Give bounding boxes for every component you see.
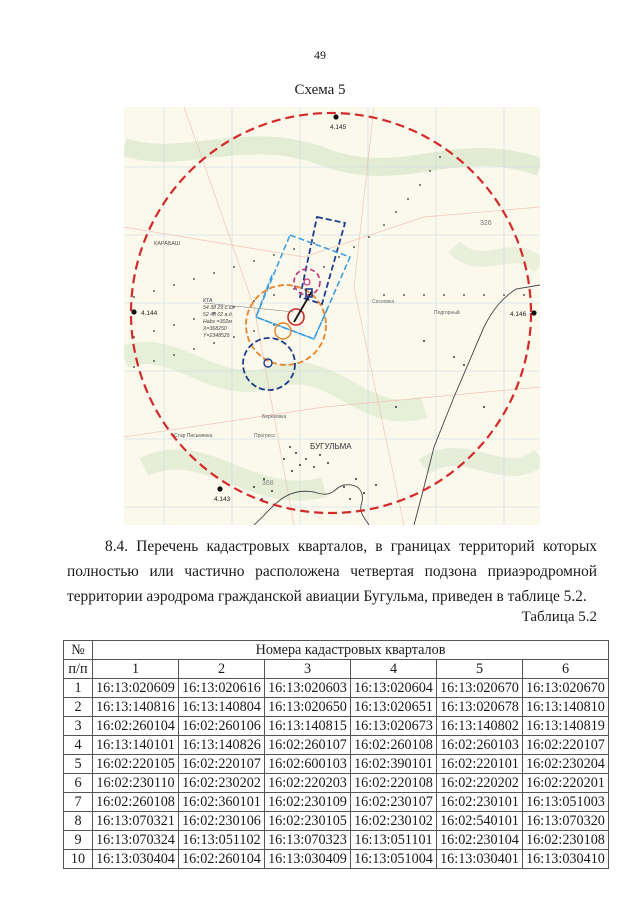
aerodrome-zone-map xyxy=(124,107,540,525)
row-number: 3 xyxy=(64,717,93,736)
cadastral-number-cell: 16:02:220107 xyxy=(179,755,265,774)
city-label: БУГУЛЬМА xyxy=(310,442,352,451)
village-label-progress: Прогресс xyxy=(254,433,276,439)
table-row xyxy=(64,717,609,736)
row-number: 5 xyxy=(64,755,93,774)
cadastral-number-cell: 16:13:140101 xyxy=(93,736,179,755)
cadastral-number-cell: 16:13:030409 xyxy=(265,850,351,869)
cadastral-number-cell: 16:02:260106 xyxy=(179,717,265,736)
cadastral-number-cell: 16:13:020651 xyxy=(351,698,437,717)
row-number: 1 xyxy=(64,679,93,698)
table-row xyxy=(64,774,609,793)
cadastral-quarters-table xyxy=(63,640,609,869)
cadastral-number-cell: 16:02:230104 xyxy=(437,831,523,850)
svg-text:X=368250: X=368250 xyxy=(203,326,227,332)
column-header: 5 xyxy=(437,660,523,679)
table-body xyxy=(64,679,609,869)
column-header: 6 xyxy=(523,660,609,679)
paragraph-text: 8.4. Перечень кадастровых кварталов, в границах территорий которых полностью или частично расположена четвертая подзона приаэродромной территории аэродрома гражданской авиации Бугульма, приведен в таблице 5.2. xyxy=(67,538,597,605)
cadastral-number-cell: 16:02:600103 xyxy=(265,755,351,774)
cadastral-number-cell: 16:02:220202 xyxy=(437,774,523,793)
column-header: 4 xyxy=(351,660,437,679)
table-caption: Таблица 5.2 xyxy=(521,609,597,625)
cadastral-number-cell: 16:13:020678 xyxy=(437,698,523,717)
cadastral-number-cell: 16:13:140804 xyxy=(179,698,265,717)
svg-text:Y=2348525: Y=2348525 xyxy=(203,333,230,339)
column-header: 2 xyxy=(179,660,265,679)
cadastral-number-cell: 16:02:360101 xyxy=(179,793,265,812)
cadastral-number-cell: 16:13:020650 xyxy=(265,698,351,717)
row-number: 10 xyxy=(64,850,93,869)
table-row xyxy=(64,850,609,869)
svg-text:КТА: КТА xyxy=(203,298,213,304)
kta-coordinates-block xyxy=(202,298,234,339)
row-number: 4 xyxy=(64,736,93,755)
cadastral-number-cell: 16:13:070321 xyxy=(93,812,179,831)
point-label-right: 4.146 xyxy=(510,311,527,318)
height-label-326: 326 xyxy=(480,220,492,227)
height-label-368: 368 xyxy=(262,480,274,487)
cadastral-number-cell: 16:02:230110 xyxy=(93,774,179,793)
svg-text:54 38 29 с.ш.: 54 38 29 с.ш. xyxy=(203,305,235,311)
cadastral-number-cell: 16:02:220201 xyxy=(523,774,609,793)
cadastral-number-cell: 16:02:230101 xyxy=(437,793,523,812)
cadastral-number-cell: 16:13:030410 xyxy=(523,850,609,869)
section-paragraph xyxy=(67,534,597,609)
svg-text:52 48 02 в.д.: 52 48 02 в.д. xyxy=(203,312,234,318)
cadastral-number-cell: 16:13:051004 xyxy=(351,850,437,869)
cadastral-number-cell: 16:02:230204 xyxy=(523,755,609,774)
cadastral-number-cell: 16:02:540101 xyxy=(437,812,523,831)
cadastral-number-cell: 16:13:140816 xyxy=(93,698,179,717)
cadastral-number-cell: 16:02:260104 xyxy=(179,850,265,869)
row-number: 8 xyxy=(64,812,93,831)
cadastral-number-cell: 16:13:020604 xyxy=(351,679,437,698)
cadastral-number-cell: 16:13:140826 xyxy=(179,736,265,755)
cadastral-number-cell: 16:02:230102 xyxy=(351,812,437,831)
table-row xyxy=(64,679,609,698)
village-label-podgorny: Подгорный xyxy=(434,310,460,316)
cadastral-number-cell: 16:13:140810 xyxy=(523,698,609,717)
table-row xyxy=(64,755,609,774)
cadastral-number-cell: 16:02:220107 xyxy=(523,736,609,755)
cadastral-number-cell: 16:13:020609 xyxy=(93,679,179,698)
cadastral-number-cell: 16:02:220108 xyxy=(351,774,437,793)
cadastral-number-cell: 16:13:140819 xyxy=(523,717,609,736)
cadastral-number-cell: 16:02:260104 xyxy=(93,717,179,736)
svg-text:Нabs =302м: Нabs =302м xyxy=(203,319,232,325)
cadastral-number-cell: 16:02:220203 xyxy=(265,774,351,793)
row-number: 2 xyxy=(64,698,93,717)
cadastral-number-cell: 16:13:020673 xyxy=(351,717,437,736)
cadastral-number-cell: 16:02:230106 xyxy=(179,812,265,831)
village-label-berezovka: Березовка xyxy=(262,414,287,420)
village-label-karabash: КАРАБАШ xyxy=(154,241,181,247)
row-number: 7 xyxy=(64,793,93,812)
table-row xyxy=(64,698,609,717)
page-number: 49 xyxy=(314,48,326,62)
table-row xyxy=(64,736,609,755)
cadastral-number-cell: 16:02:390101 xyxy=(351,755,437,774)
point-label-top: 4.145 xyxy=(330,124,347,131)
cadastral-number-cell: 16:02:230202 xyxy=(179,774,265,793)
header-number: № xyxy=(64,641,93,660)
cadastral-number-cell: 16:13:051003 xyxy=(523,793,609,812)
cadastral-number-cell: 16:13:070323 xyxy=(265,831,351,850)
cadastral-number-cell: 16:13:020670 xyxy=(437,679,523,698)
schema-title: Схема 5 xyxy=(294,82,346,98)
cadastral-number-cell: 16:02:260103 xyxy=(437,736,523,755)
row-number: 6 xyxy=(64,774,93,793)
cadastral-number-cell: 16:13:140815 xyxy=(265,717,351,736)
cadastral-number-cell: 16:13:020603 xyxy=(265,679,351,698)
cadastral-number-cell: 16:13:140802 xyxy=(437,717,523,736)
cadastral-number-cell: 16:13:051102 xyxy=(179,831,265,850)
cadastral-number-cell: 16:13:020616 xyxy=(179,679,265,698)
village-label-star-pismyanka: Стар Письмянка xyxy=(174,433,213,439)
cadastral-number-cell: 16:02:220105 xyxy=(93,755,179,774)
cadastral-number-cell: 16:02:260108 xyxy=(93,793,179,812)
village-label-sosnovka: Сосновка xyxy=(372,299,395,305)
header-number-sub: п/п xyxy=(64,660,93,679)
cadastral-number-cell: 16:13:030401 xyxy=(437,850,523,869)
column-header: 3 xyxy=(265,660,351,679)
table-row xyxy=(64,812,609,831)
table-row xyxy=(64,831,609,850)
cadastral-number-cell: 16:13:030404 xyxy=(93,850,179,869)
column-header: 1 xyxy=(93,660,179,679)
cadastral-number-cell: 16:13:070320 xyxy=(523,812,609,831)
cadastral-number-cell: 16:02:260108 xyxy=(351,736,437,755)
table-row xyxy=(64,793,609,812)
cadastral-number-cell: 16:02:230105 xyxy=(265,812,351,831)
cadastral-number-cell: 16:02:220101 xyxy=(437,755,523,774)
point-label-bottom-left: 4.143 xyxy=(214,496,231,503)
cadastral-number-cell: 16:02:230108 xyxy=(523,831,609,850)
cadastral-number-cell: 16:02:230107 xyxy=(351,793,437,812)
cadastral-number-cell: 16:02:230109 xyxy=(265,793,351,812)
cadastral-number-cell: 16:02:260107 xyxy=(265,736,351,755)
point-label-left: 4.144 xyxy=(141,310,158,317)
cadastral-number-cell: 16:13:020670 xyxy=(523,679,609,698)
header-group: Номера кадастровых кварталов xyxy=(93,641,609,660)
cadastral-number-cell: 16:13:070324 xyxy=(93,831,179,850)
cadastral-number-cell: 16:13:051101 xyxy=(351,831,437,850)
row-number: 9 xyxy=(64,831,93,850)
